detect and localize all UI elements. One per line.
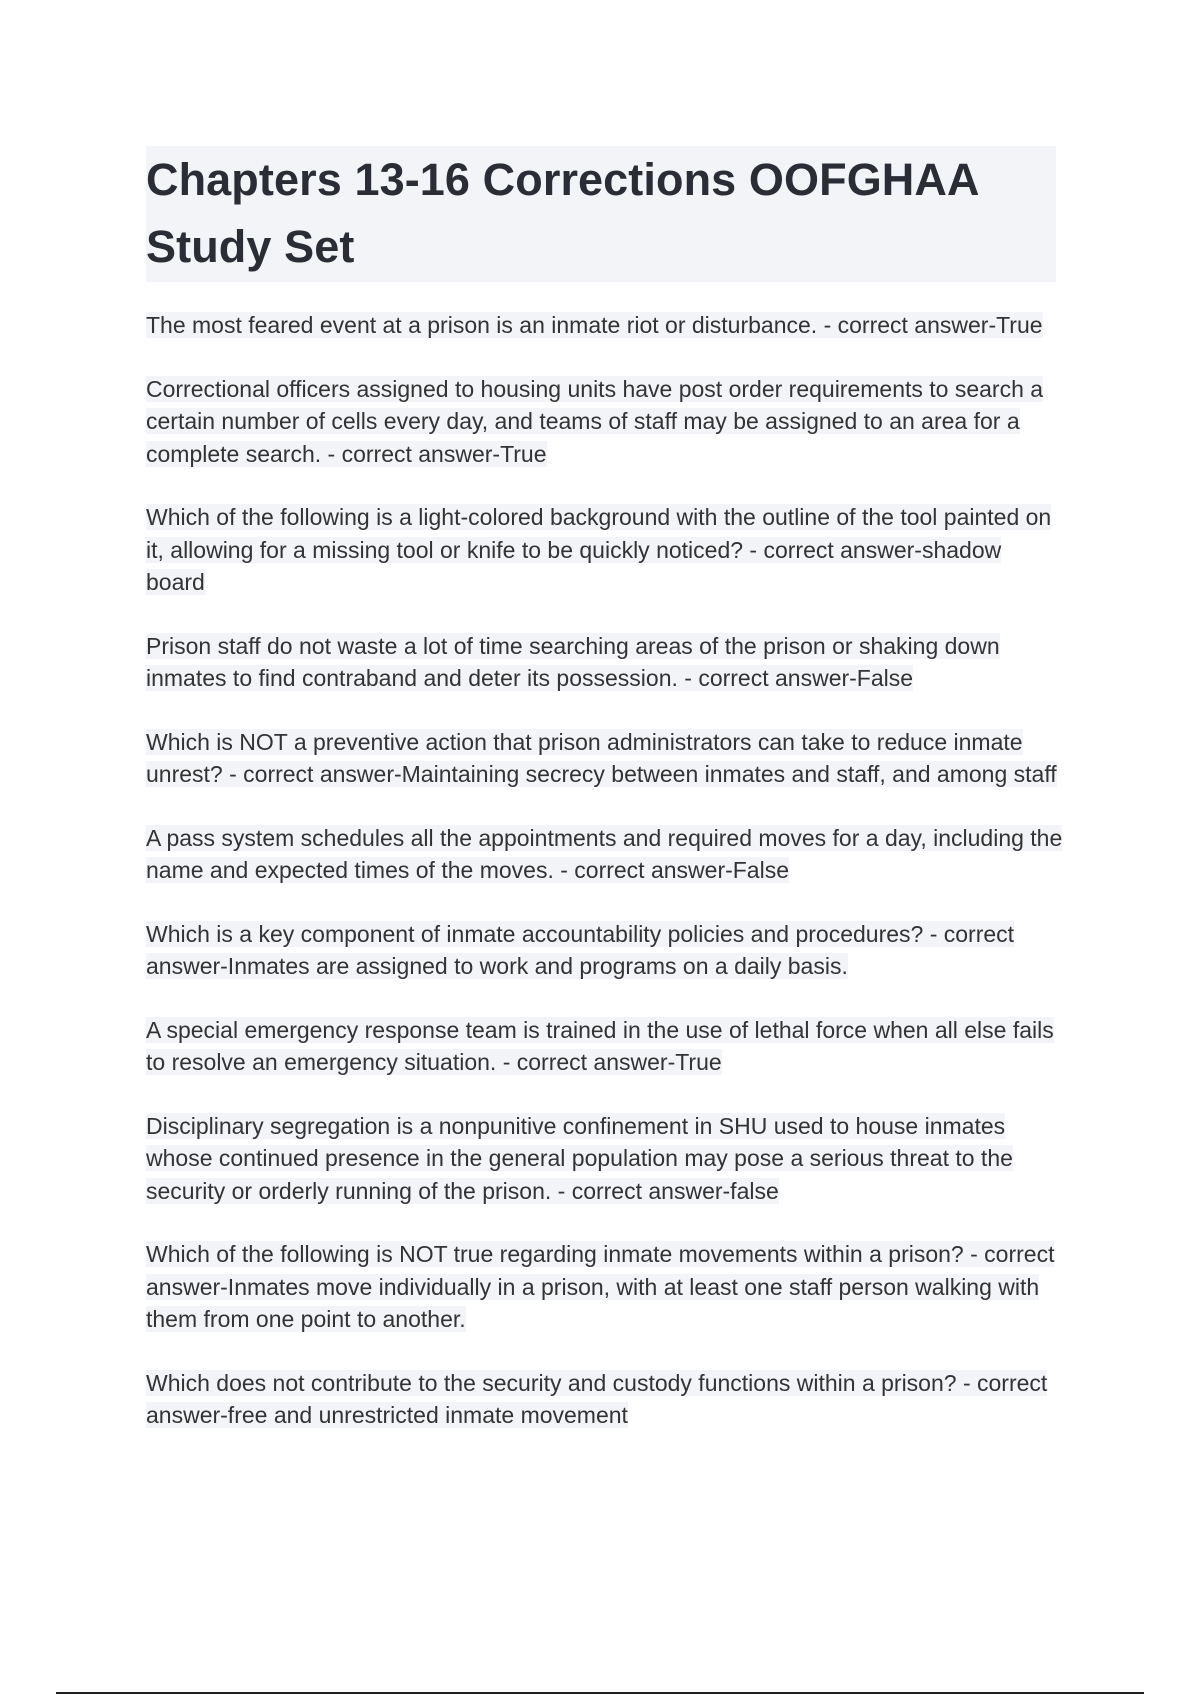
question-answer-text: A pass system schedules all the appointments and required moves for a day, including the name and expected times of the moves. - correct answer-False bbox=[146, 824, 1063, 883]
question-answer-text: Correctional officers assigned to housing units have post order requirements to search a certain number of cells every day, and teams of staff may be assigned to an area for a complete search. - correct answer-True bbox=[146, 375, 1044, 467]
question-answer-text: Prison staff do not waste a lot of time searching areas of the prison or shaking down inmates to find contraband and deter its possession. - correct answer-False bbox=[146, 632, 1000, 691]
list-item bbox=[146, 1014, 1066, 1079]
question-answer-text: The most feared event at a prison is an inmate riot or disturbance. - correct answer-True bbox=[146, 312, 1043, 338]
question-answer-text: Which does not contribute to the security and custody functions within a prison? - correct answer-free and unrestricted inmate movement bbox=[146, 1369, 1048, 1428]
question-answer-text: Disciplinary segregation is a nonpunitive confinement in SHU used to house inmates whose continued presence in the general population may pose a serious threat to the security or orderly running of the prison. - correct answer-false bbox=[146, 1112, 1013, 1204]
list-item bbox=[146, 1238, 1066, 1336]
list-item bbox=[146, 726, 1066, 791]
question-list bbox=[146, 309, 1066, 1463]
list-item bbox=[146, 918, 1066, 983]
list-item bbox=[146, 309, 1066, 342]
title-block bbox=[146, 146, 1056, 282]
question-answer-text: Which is a key component of inmate accountability policies and procedures? - correct answer-Inmates are assigned to work and programs on a daily basis. bbox=[146, 920, 1015, 979]
question-answer-text: Which is NOT a preventive action that prison administrators can take to reduce inmate unrest? - correct answer-Maintaining secrecy between inmates and staff, and among staff bbox=[146, 728, 1057, 787]
list-item bbox=[146, 1367, 1066, 1432]
list-item bbox=[146, 1110, 1066, 1208]
page-title: Chapters 13-16 Corrections OOFGHAA Study Set bbox=[146, 154, 978, 272]
list-item bbox=[146, 822, 1066, 887]
question-answer-text: A special emergency response team is trained in the use of lethal force when all else fails to resolve an emergency situation. - correct answer-True bbox=[146, 1016, 1054, 1075]
list-item bbox=[146, 630, 1066, 695]
question-answer-text: Which of the following is a light-colored background with the outline of the tool painted on it, allowing for a missing tool or knife to be quickly noticed? - correct answer-shadow board bbox=[146, 504, 1052, 595]
list-item bbox=[146, 373, 1066, 471]
question-answer-text: Which of the following is NOT true regarding inmate movements within a prison? - correct answer-Inmates move individually in a prison, with at least one staff person walking with them from one point to another. bbox=[146, 1241, 1055, 1332]
list-item bbox=[146, 501, 1066, 599]
footer-divider bbox=[56, 1692, 1144, 1694]
